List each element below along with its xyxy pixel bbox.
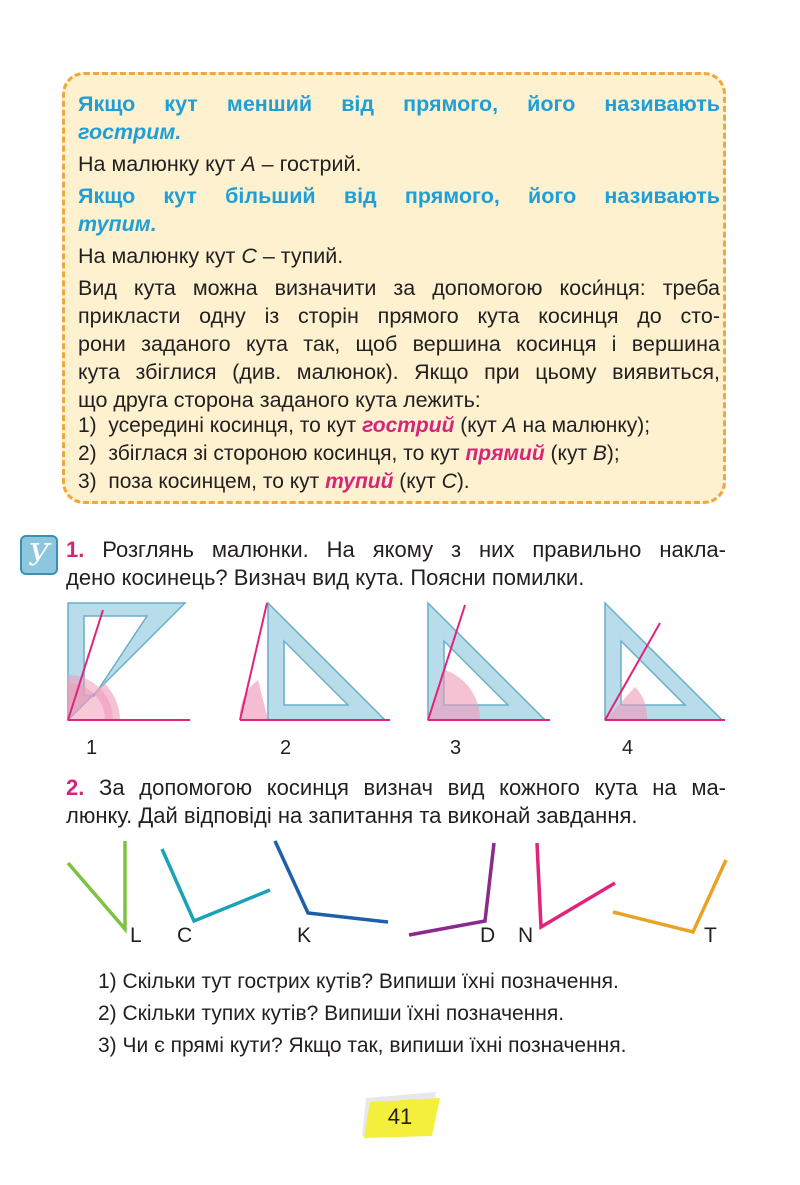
acute-example: На малюнку кут A – гострий. [78, 152, 362, 176]
figure-label-4: 4 [622, 737, 634, 759]
angle-C [162, 849, 270, 921]
set-square-figures [0, 595, 800, 755]
para-line: прикласти одну із сторін прямого кута косинця до сто- [78, 304, 720, 328]
oral-task-badge-icon: У [20, 535, 58, 575]
angle-L [68, 841, 125, 929]
figure-label-2: 2 [280, 737, 292, 759]
angle-K [275, 841, 388, 922]
task1-line1: 1. Розглянь малюнки. На якому з них правильно накла- [66, 537, 726, 562]
figure-2 [240, 603, 390, 720]
figure-label-3: 3 [450, 737, 462, 759]
question-3: 3) Чи є прямі кути? Якщо так, випиши їхні позначення. [98, 1034, 627, 1057]
obtuse-example: На малюнку кут C – тупий. [78, 244, 344, 268]
figure-label-1: 1 [86, 737, 98, 759]
figure-3 [428, 603, 550, 720]
obtuse-definition: Якщо кут більший від прямого, його називають [78, 184, 720, 208]
rule-item-3: 3) поза косинцем, то кут тупий (кут C). [78, 470, 470, 493]
figure-4 [605, 603, 725, 720]
angle-N [537, 843, 615, 927]
question-1: 1) Скільки тут гострих кутів? Випиши їхні позначення. [98, 970, 619, 993]
figure-1 [68, 603, 190, 720]
para-line: рони заданого кута так, щоб вершина косинця і вершина [78, 332, 720, 356]
rule-item-1: 1) усередині косинця, то кут гострий (кут A на малюнку); [78, 414, 651, 437]
rule-item-2: 2) збіглася зі стороною косинця, то кут прямий (кут B); [78, 442, 620, 465]
angle-label-N: N [518, 924, 534, 947]
task1-line2: дено косинець? Визнач вид кута. Поясни помилки. [66, 565, 585, 590]
para-line: кута збіглися (див. малюнок). Якщо при цьому виявиться, [78, 360, 720, 384]
angle-label-C: C [177, 924, 193, 947]
angle-label-K: K [297, 924, 312, 947]
acute-term: гострим. [78, 120, 182, 144]
para-line: що друга сторона заданого кута лежить: [78, 388, 481, 412]
angles-figure [0, 835, 800, 945]
set-square [268, 603, 385, 720]
task2-line2: люнку. Дай відповіді на запитання та виконай завдання. [66, 803, 638, 828]
angle-label-L: L [130, 924, 142, 947]
angle-label-D: D [480, 924, 496, 947]
question-2: 2) Скільки тупих кутів? Випиши їхні позначення. [98, 1002, 565, 1025]
para-line: Вид кута можна визначити за допомогою коси́нця: треба [78, 276, 720, 300]
obtuse-term: тупим. [78, 212, 157, 236]
page-number: 41 [387, 1104, 413, 1129]
task2-line1: 2. За допомогою косинця визнач вид кожного кута на ма- [66, 775, 726, 800]
angle-label-T: T [704, 924, 717, 947]
acute-definition: Якщо кут менший від прямого, його називають [78, 92, 720, 116]
